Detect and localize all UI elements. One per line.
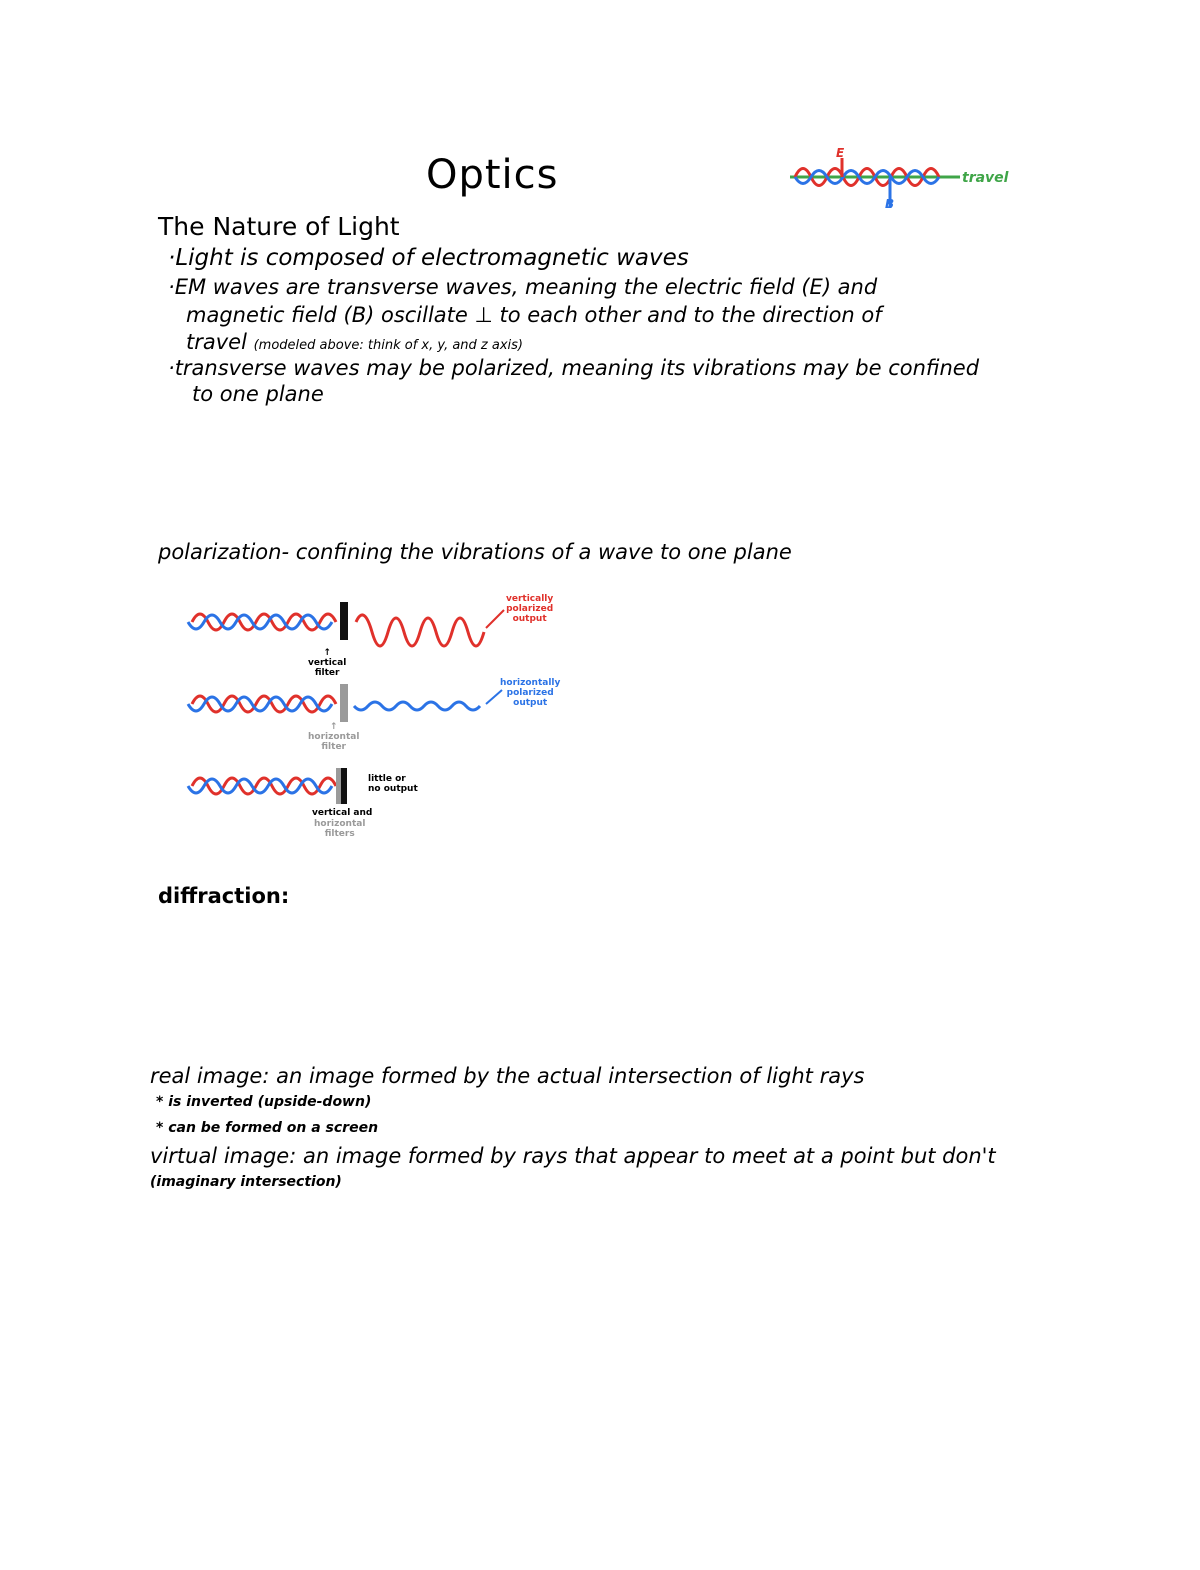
real-image-bullet-2: * can be formed on a screen bbox=[156, 1120, 379, 1136]
virtual-image-note: (imaginary intersection) bbox=[150, 1174, 342, 1190]
little-or-no-output-label: little or no output bbox=[368, 774, 418, 794]
horizontal-filter bbox=[341, 768, 347, 804]
output-wave-blue bbox=[354, 702, 480, 710]
section-heading-nature-of-light: The Nature of Light bbox=[158, 212, 400, 241]
horizontally-polarized-output-label: horizontally polarized output bbox=[500, 678, 561, 708]
vertical-and-label: vertical and bbox=[312, 808, 373, 818]
e-field-label: E bbox=[836, 146, 845, 160]
vertical-filter-label: ↑ vertical filter bbox=[308, 648, 347, 678]
real-image-definition: real image: an image formed by the actual intersection of light rays bbox=[150, 1064, 865, 1088]
polarization-diagram-both bbox=[186, 756, 386, 816]
virtual-image-definition: virtual image: an image formed by rays that appear to meet at a point but don't bbox=[150, 1144, 996, 1168]
diffraction-heading: diffraction: bbox=[158, 884, 290, 908]
vertically-polarized-output-label: vertically polarized output bbox=[506, 594, 554, 624]
real-image-bullet-1: * is inverted (upside-down) bbox=[156, 1094, 372, 1110]
bullet-line-3: magnetic field (B) oscillate ⊥ to each other and to the direction of bbox=[186, 303, 882, 327]
bullet-line-2: ·EM waves are transverse waves, meaning the electric field (E) and bbox=[168, 275, 878, 299]
vertical-filter bbox=[336, 768, 341, 804]
output-wave-red bbox=[356, 615, 484, 646]
horizontal-filter bbox=[340, 684, 348, 722]
page-title: Optics bbox=[426, 152, 559, 198]
horizontal-filters-label: horizontal filters bbox=[314, 819, 366, 839]
bullet-line-1: ·Light is composed of electromagnetic waves bbox=[168, 245, 689, 271]
bullet-line-5: ·transverse waves may be polarized, meaning its vibrations may be confined bbox=[168, 356, 980, 380]
bullet-line-6: to one plane bbox=[192, 382, 324, 406]
vertical-filter bbox=[340, 602, 348, 640]
bullet-line-4: travel (modeled above: think of x, y, and z axis) bbox=[186, 330, 523, 354]
travel-label: travel bbox=[962, 170, 1009, 186]
polarization-definition: polarization- confining the vibrations of a wave to one plane bbox=[158, 540, 792, 564]
output-arrow bbox=[486, 610, 504, 628]
b-field-label: B bbox=[885, 197, 895, 211]
horizontal-filter-label: ↑ horizontal filter bbox=[308, 722, 360, 752]
